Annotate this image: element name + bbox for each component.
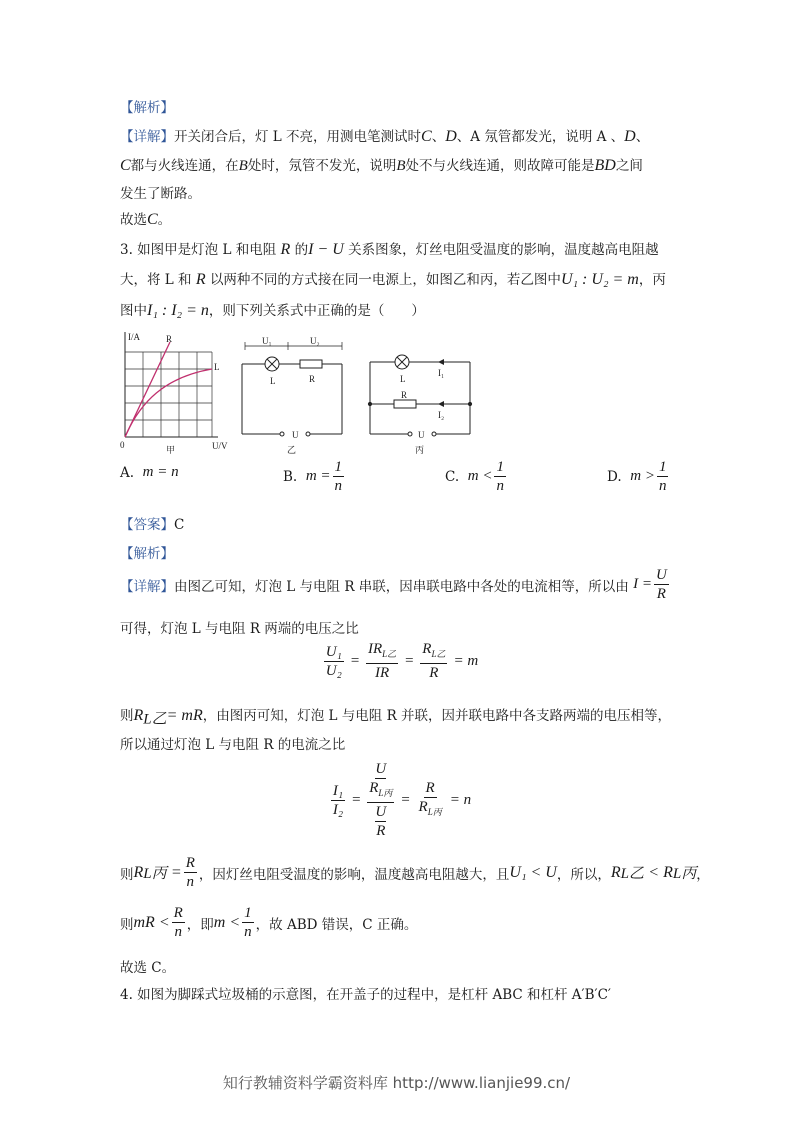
detail-paragraph-line-1: 【详解】开关闭合后，灯 L 不亮，用测电笔测试时C、D、A 氖管都发光，说明 A 、D、 [120, 128, 650, 145]
yi-u1: U₁ [262, 336, 272, 346]
detail2-line-4: 所以通过灯泡 L 与电阻 R 的电流之比 [120, 737, 346, 753]
answer-line: 【答案】C [120, 517, 185, 533]
jia-caption: 甲 [166, 446, 176, 456]
jia-L-label: L [214, 362, 220, 372]
bing-i1: I₁ [438, 368, 445, 378]
jia-origin: 0 [120, 440, 125, 450]
figure-bing-circuit [368, 355, 471, 436]
jia-R-label: R [166, 334, 173, 344]
figure-jia-graph [120, 332, 228, 456]
question-3-figures [120, 332, 500, 457]
analysis-heading-2: 【解析】 [120, 546, 174, 562]
option-a[interactable]: A. m = n [120, 464, 179, 481]
option-d[interactable]: D. m > $\frac{1}{n}$ [607, 459, 667, 494]
option-c[interactable]: C. m < $\frac{1}{n}$ [445, 459, 504, 494]
detail2-line-6: 则 mR < $\frac{R}{n}$ ，即 m < $\frac{1}{n}$ ，故 ABD 错误，C 正确。 [120, 905, 418, 940]
jia-xlabel: U/V [212, 441, 228, 451]
detail2-line-1: 【详解】 由图乙可知，灯泡 L 与电阻 R 串联，因串联电路中各处的电流相等，所以由 I = $\frac{U}{R}$ [120, 567, 667, 602]
question-3-line-2: 大，将 L 和 R 以两种不同的方式接在同一电源上，如图乙和丙，若乙图中U₁ : U₂ = m，丙 [120, 271, 666, 288]
analysis-heading-1: 【解析】 [120, 100, 174, 116]
question-3-line-1: 3. 如图甲是灯泡 L 和电阻 R 的I − U 关系图象，灯丝电阻受温度的影响，温度越高电阻越 [120, 241, 659, 258]
detail2-line-7: 故选 C。 [120, 960, 176, 976]
detail2-line-5: 则 R L丙 = $\frac{R}{n}$ ，因灯丝电阻受温度的影响，温度越高电阻越大，且 U₁ < U ，所以， R L乙 < R L丙 ， [120, 855, 710, 890]
jia-ylabel: I/A [128, 332, 140, 342]
bing-U: U [418, 430, 425, 440]
detail2-line-2: 可得，灯泡 L 与电阻 R 两端的电压之比 [120, 621, 359, 637]
detail-paragraph-line-2: C都与火线连通，在B处时，氖管不发光，说明B处不与火线连通，则故障可能是BD之间 [120, 157, 643, 174]
question-3-line-3: 图中I₁ : I₂ = n，则下列关系式中正确的是（ ） [120, 302, 425, 319]
bing-i2: I₂ [438, 410, 445, 420]
yi-R: R [309, 374, 316, 384]
bing-L: L [400, 374, 406, 384]
equation-voltage-ratio: $\frac{\text{U₁}}{\text{U₂}}$ = $\frac{IR_{L乙}}{IR}$ = $\frac{R_{L乙}}{R}$ = m [325, 641, 479, 681]
detail-paragraph-line-3: 发生了断路。 [120, 186, 201, 202]
choose-answer-line: 故选C。 [120, 211, 172, 228]
bing-caption: 丙 [415, 446, 425, 456]
bing-R: R [401, 390, 408, 400]
yi-L: L [270, 376, 276, 386]
yi-caption: 乙 [287, 446, 297, 456]
yi-u2: U₂ [310, 336, 320, 346]
detail2-line-3: 则$R_{L乙}=$ mR，由图丙可知，灯泡 L 与电阻 R 并联，因并联电路中各支路两端的电压相等， [120, 707, 672, 728]
question-4-line-1: 4. 如图为脚踩式垃圾桶的示意图，在开盖子的过程中，是杠杆 ABC 和杠杆 A′B′C′ [120, 987, 611, 1003]
equation-current-ratio: $\frac{\text{I₁}}{\text{I₂}}$ = U $R_{L丙}$ U R = $\frac{R}{R_{L丙}}$ = n [332, 761, 472, 839]
option-b[interactable]: B. m = $\frac{1}{n}$ [283, 459, 343, 494]
footer-watermark: 知行教辅资料学霸资料库 http://www.lianjie99.cn/ [222, 1074, 571, 1092]
figure-yi-circuit [242, 342, 342, 436]
yi-U: U [292, 430, 299, 440]
